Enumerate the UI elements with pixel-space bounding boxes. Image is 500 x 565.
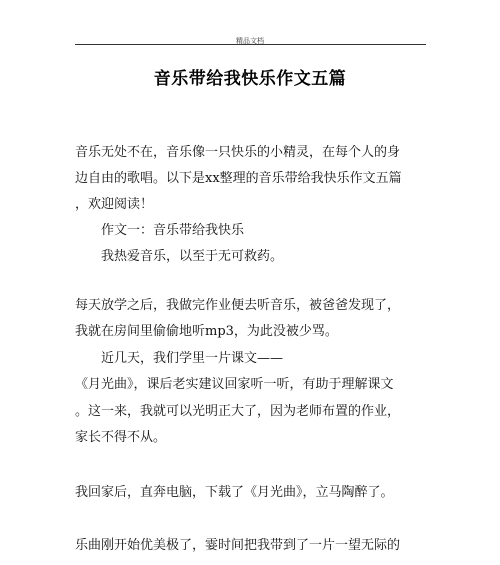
header-label: 精品文档 <box>236 37 264 45</box>
essay-heading: 作文一：音乐带给我快乐 <box>101 223 245 238</box>
intro-line-1: 音乐无处不在，音乐像一只快乐的小精灵，在每个人的身 <box>75 145 401 160</box>
after-school-line-2: 我就在房间里偷偷地听mp3，为此没被少骂。 <box>75 324 338 339</box>
header-divider <box>75 44 426 45</box>
music-start-line: 乐曲刚开始优美极了，霎时间把我带到了一片一望无际的 <box>75 538 401 553</box>
lesson-line-4: 家长不得不从。 <box>75 430 167 445</box>
document-title: 音乐带给我快乐作文五篇 <box>153 69 347 89</box>
intro-line-2: 边自由的歌唱。以下是xx整理的音乐带给我快乐作文五篇 <box>75 171 402 186</box>
after-school-line-1: 每天放学之后，我做完作业便去听音乐，被爸爸发现了， <box>75 298 401 313</box>
lesson-line-3: 。这一来，我就可以光明正大了，因为老师布置的作业， <box>75 404 401 419</box>
lesson-line-2: 《月光曲》，课后老实建议回家听一听，有助于理解课文 <box>75 377 394 392</box>
lesson-line-1: 近几天，我们学里一片课文—— <box>101 351 284 366</box>
intro-line-3: ，欢迎阅读！ <box>75 197 154 212</box>
home-line: 我回家后，直奔电脑，下载了《月光曲》，立马陶醉了。 <box>75 485 394 500</box>
love-music-line: 我热爱音乐，以至于无可救药。 <box>101 249 284 264</box>
